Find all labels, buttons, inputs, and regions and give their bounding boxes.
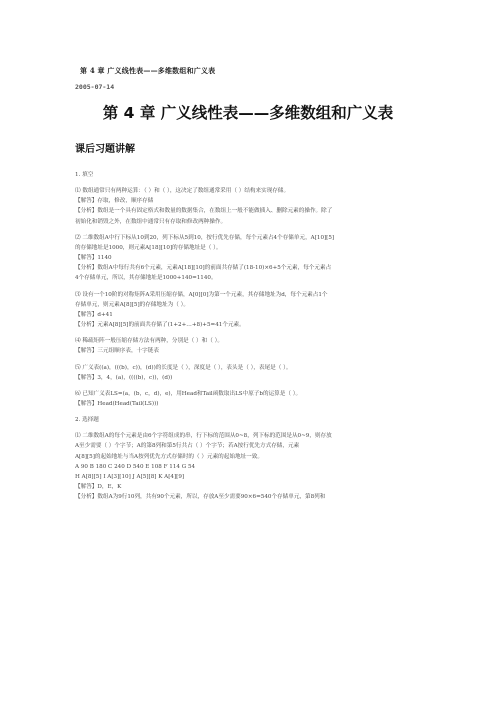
- text-line: 的存储地址是1000，则元素A[18][10]的存储地址是（ ）。: [75, 244, 222, 251]
- text-line: A 90 B 180 C 240 D 540 E 108 F 114 G 54: [75, 463, 196, 470]
- text-line: 【分析】元素A[8][5]的前面共存储了(1+2+…+8)+5=41个元素。: [75, 322, 245, 329]
- text-line: 【解答】1140: [75, 255, 112, 262]
- text-line: ⑴ 二维数组A的每个元素是由6个字符组成的串，行下标的范围从0~8，列下标的范围是从0~9，则存放: [75, 433, 332, 440]
- text-line: ⑹ 已知广义表LS=(a，(b，c，d)，e)，用Head和Tail函数取出LS中原子b的运算是（ ）。: [75, 390, 302, 397]
- text-line: 4个存储单元，所以，其存储地址是1000+140=1140。: [75, 275, 217, 282]
- section-title: 课后习题讲解: [75, 144, 135, 155]
- text-line: 【分析】数组是一个具有固定格式和数量的数据集合，在数组上一般不能做插入、删除元素的操作。除了: [75, 208, 333, 215]
- text-line: 初始化和销毁之外，在数组中通常只有存取和修改两种操作。: [75, 218, 227, 225]
- text-line: 【分析】数组A为9行10列，共有90个元素，所以，存放A至少需要90×6=540个存储单元，第8列和: [75, 494, 326, 501]
- text-line: ⑵ 二维数组A中行下标从10到20，列下标从5到10，按行优先存储，每个元素占4个存储单元，A[10][5]: [75, 234, 335, 241]
- text-line: 【解答】三元组顺序表，十字链表: [75, 348, 159, 355]
- document-body: [75, 170, 425, 502]
- header-title: 第 4 章 广义线性表——多维数组和广义表: [80, 66, 216, 75]
- header-date: 2005-07-14: [75, 83, 115, 91]
- text-line: H A[8][5] I A[3][10] J A[5][8] K A[4][9]: [75, 473, 185, 480]
- text-line: 【解答】D，E，K: [75, 484, 122, 491]
- text-line: A至少需要（ ）个字节；A的第8列和第5行共占（ ）个字节；若A按行优先方式存储，元素: [75, 443, 300, 450]
- text-line: 1. 填空: [75, 172, 94, 178]
- text-line: A[8][5]的起始地址与当A按列优先方式存储时的（ ）元素的起始地址一致。: [75, 453, 263, 460]
- text-line: 2. 选择题: [75, 417, 99, 424]
- text-line: 【解答】3，4，(a)，((((b)，c))，(d)): [75, 374, 173, 381]
- text-line: 存储单元，则元素A[8][5]的存储地址为（ ）。: [75, 301, 189, 308]
- text-line: 【解答】d+41: [75, 311, 113, 318]
- text-line: 【解答】存取，修改，顺序存储: [75, 198, 154, 205]
- text-line: ⑸ 广义表((a)，(((b)，c))，(d))的长度是（ ），深度是（ ），表头是（ ），表尾是（ ）。: [75, 364, 292, 371]
- page-title: 第 4 章 广义线性表——多维数组和广义表: [102, 104, 394, 122]
- text-line: 【分析】数组A中每行共有6个元素，元素A[18][10]的前面共存储了(18-10)×6+5个元素，每个元素占: [75, 265, 332, 272]
- text-line: ⑶ 设有一个10阶的对称矩阵A采用压缩存储，A[0][0]为第一个元素，其存储地址为d，每个元素占1个: [75, 291, 328, 298]
- text-line: 【解答】Head(Head(Tail(LS))): [75, 400, 159, 407]
- text-line: ⑴ 数组通常只有两种运算：（ ）和（ ），这决定了数组通常采用（ ）结构来实现存储。: [75, 188, 290, 195]
- text-line: ⑷ 稀疏矩阵一般压缩存储方法有两种，分别是（ ）和（ ）。: [75, 338, 223, 345]
